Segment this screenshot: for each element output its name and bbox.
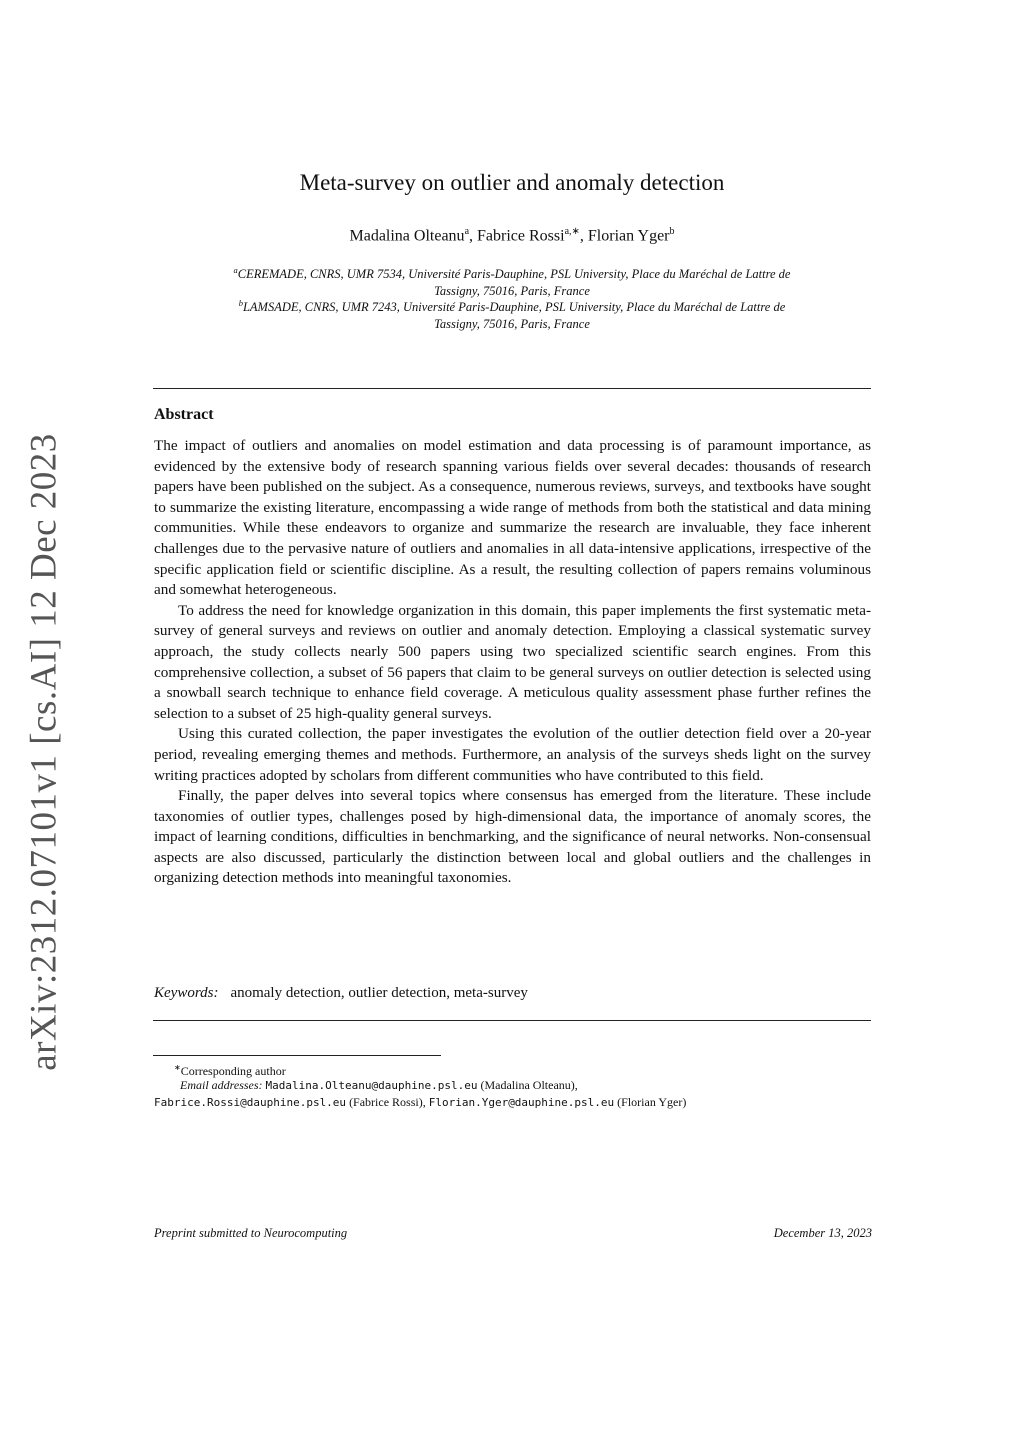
arxiv-identifier-stamp: arXiv:2312.07101v1 [cs.AI] 12 Dec 2023 bbox=[23, 433, 65, 1071]
email-link[interactable]: Fabrice.Rossi@dauphine.psl.eu bbox=[154, 1096, 347, 1109]
abstract-top-rule bbox=[153, 388, 871, 389]
email-label: Email addresses: bbox=[180, 1078, 263, 1092]
paper-title: Meta-survey on outlier and anomaly detection bbox=[299, 170, 725, 195]
keywords bbox=[154, 985, 528, 1002]
affiliation-b bbox=[150, 295, 874, 333]
author-list bbox=[0, 226, 1024, 245]
affiliation-line bbox=[150, 295, 874, 316]
affiliation-mark: a bbox=[233, 265, 238, 275]
corresponding-text: Corresponding author bbox=[180, 1064, 286, 1078]
email-link[interactable]: Florian.Yger@dauphine.psl.eu bbox=[428, 1096, 615, 1109]
affiliation-mark: b bbox=[238, 298, 243, 308]
author-affiliation-mark: a bbox=[464, 226, 470, 237]
email-owner: (Madalina Olteanu), bbox=[480, 1078, 578, 1092]
affiliation-line: Tassigny, 75016, Paris, France bbox=[434, 317, 590, 332]
author-affiliation-mark: a,∗ bbox=[564, 226, 580, 237]
email-link[interactable]: Madalina.Olteanu@dauphine.psl.eu bbox=[265, 1079, 478, 1092]
corresponding-mark: ∗ bbox=[174, 1063, 181, 1072]
email-owner: (Fabrice Rossi), bbox=[349, 1095, 426, 1109]
author-separator: , bbox=[579, 227, 588, 245]
author-separator: , bbox=[469, 227, 478, 245]
email-line-1 bbox=[180, 1077, 578, 1094]
affiliation-text: CEREMADE, CNRS, UMR 7534, Université Paris-Dauphine, PSL University, Place du Maréchal de Lattre de bbox=[237, 267, 791, 282]
footer-journal: Preprint submitted to Neurocomputing bbox=[154, 1226, 348, 1240]
email-owner: (Florian Yger) bbox=[617, 1095, 687, 1109]
abstract-bottom-rule bbox=[153, 1020, 871, 1021]
keywords-label: Keywords: bbox=[154, 985, 219, 1001]
email-line-2 bbox=[154, 1094, 686, 1111]
author-name: Madalina Olteanu bbox=[349, 227, 465, 245]
abstract-paragraph: To address the need for knowledge organization in this domain, this paper implements the first systematic meta-survey of general surveys and reviews on outlier and anomaly detection. Employing a classical systematic survey approach, the study collects nearly 500 papers using two specialized scientific search engines. From this comprehensive collection, a subset of 56 papers that claim to be general surveys on outlier detection is selected using a snowball search technique to enhance field coverage. A meticulous quality assessment phase further refines the selection to a subset of 25 high-quality general surveys. bbox=[154, 601, 871, 722]
footnote-rule bbox=[153, 1055, 441, 1056]
abstract-paragraph: The impact of outliers and anomalies on model estimation and data processing is of paramount importance, as evidenced by the extensive body of research spanning various fields over several decades: thousands of research papers have been published on the subject. As a consequence, numerous reviews, surveys, and textbooks have sought to summarize the existing literature, encompassing a wide range of methods from both the statistical and data mining communities. While these endeavors to organize and summarize the research are invaluable, they face inherent challenges due to the pervasive nature of outliers and anomalies in all data-intensive applications, irrespective of the specific application field or scientific discipline. As a result, the resulting collection of papers remains voluminous and somewhat heterogeneous. bbox=[154, 437, 871, 599]
abstract-paragraph: Finally, the paper delves into several topics where consensus has emerged from the literature. These include taxonomies of outlier types, challenges posed by high-dimensional data, the importance of anomaly scores, the impact of learning conditions, difficulties in benchmarking, and the significance of neural networks. Non-consensual aspects are also discussed, particularly the distinction between local and global outliers and the challenges in organizing detection methods into meaningful taxonomies. bbox=[154, 787, 871, 887]
author-affiliation-mark: b bbox=[669, 226, 675, 237]
author-name: Fabrice Rossi bbox=[477, 227, 565, 245]
affiliation-line bbox=[150, 262, 874, 283]
affiliation-text: LAMSADE, CNRS, UMR 7243, Université Paris-Dauphine, PSL University, Place du Maréchal de Lattre de bbox=[242, 300, 786, 315]
affiliation-line: Tassigny, 75016, Paris, France bbox=[434, 284, 590, 299]
author-name: Florian Yger bbox=[587, 227, 670, 245]
keywords-text: anomaly detection, outlier detection, meta-survey bbox=[230, 985, 528, 1001]
abstract-paragraph: Using this curated collection, the paper investigates the evolution of the outlier detection field over a 20-year period, revealing emerging themes and methods. Furthermore, an analysis of the surveys sheds light on the survey writing practices adopted by scholars from different communities who have contributed to this field. bbox=[154, 725, 871, 784]
footer-date: December 13, 2023 bbox=[773, 1226, 872, 1240]
abstract-body bbox=[154, 436, 871, 889]
abstract-heading: Abstract bbox=[154, 406, 214, 423]
